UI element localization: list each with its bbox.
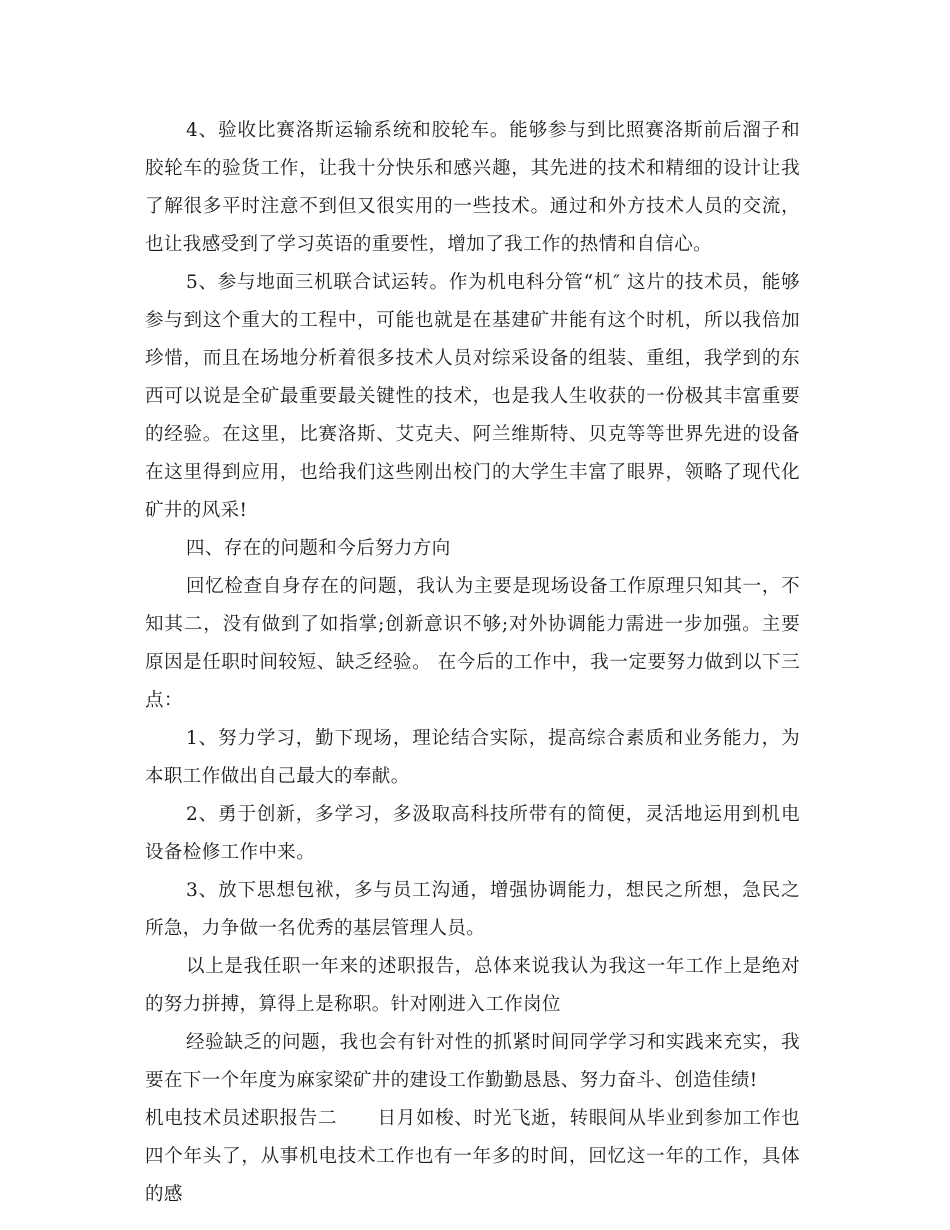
paragraph-point-3: 3、放下思想包袱，多与员工沟通，增强协调能力，想民之所想，急民之所急，力争做一名优秀的基层管理人员。 [145,880,800,939]
paragraph-acceptance-conveyor: 4、验收比赛洛斯运输系统和胶轮车。能够参与到比照赛洛斯前后溜子和胶轮车的验货工作，让我十分快乐和感兴趣，其先进的技术和精细的设计让我了解很多平时注意不到但又很实用的一些技术。通过和外方技术人员的交流，也让我感受到了学习英语的重要性，增加了我工作的热情和自信心。 [145,120,800,255]
paragraph-summary: 以上是我任职一年来的述职报告，总体来说我认为我这一年工作上是绝对的努力拼搏，算得上是称职。针对刚进入工作岗位 [145,956,800,1015]
section-heading-problems: 四、存在的问题和今后努力方向 [186,538,451,559]
section-two-text: 日月如梭、时光飞逝，转眼间从毕业到参加工作也四个年头了，从事机电技术工作也有一年多的时间，回忆这一年的工作，具体的感 [145,1108,800,1205]
paragraph-trial-run: 5、参与地面三机联合试运转。作为机电科分管“机″ 这片的技术员，能够参与到这个重大的工程中，可能也就是在基建矿井能有这个时机，所以我倍加珍惜，而且在场地分析着很多技术人员对综采设备的组装、重组，我学到的东西可以说是全矿最重要最关键性的技术，也是我人生收获的一份极其丰富重要的经验。在这里，比赛洛斯、艾克夫、阿兰维斯特、贝克等等世界先进的设备在这里得到应用，也给我们这些刚出校门的大学生丰富了眼界，领略了现代化矿井的风采! [145,272,800,521]
paragraph-point-2: 2、勇于创新，多学习，多汲取高科技所带有的简便，灵活地运用到机电设备检修工作中来。 [145,804,800,863]
paragraph-point-1: 1、努力学习，勤下现场，理论结合实际，提高综合素质和业务能力，为本职工作做出自己最大的奉献。 [145,728,800,787]
paragraph-self-review: 回忆检查自身存在的问题，我认为主要是现场设备工作原理只知其一，不知其二，没有做到了如指掌;创新意识不够;对外协调能力需进一步加强。主要原因是任职时间较短、缺乏经验。 在今后的工作中，我一定要努力做到以下三点： [145,576,800,711]
section-two-paragraph [145,1100,800,1214]
section-two-title: 机电技术员述职报告二 [145,1108,338,1129]
document-body [145,112,800,1214]
paragraph-closing: 经验缺乏的问题，我也会有针对性的抓紧时间同学学习和实践来充实，我要在下一个年度为麻家梁矿井的建设工作勤勤恳恳、努力奋斗、创造佳绩! [145,1032,800,1091]
